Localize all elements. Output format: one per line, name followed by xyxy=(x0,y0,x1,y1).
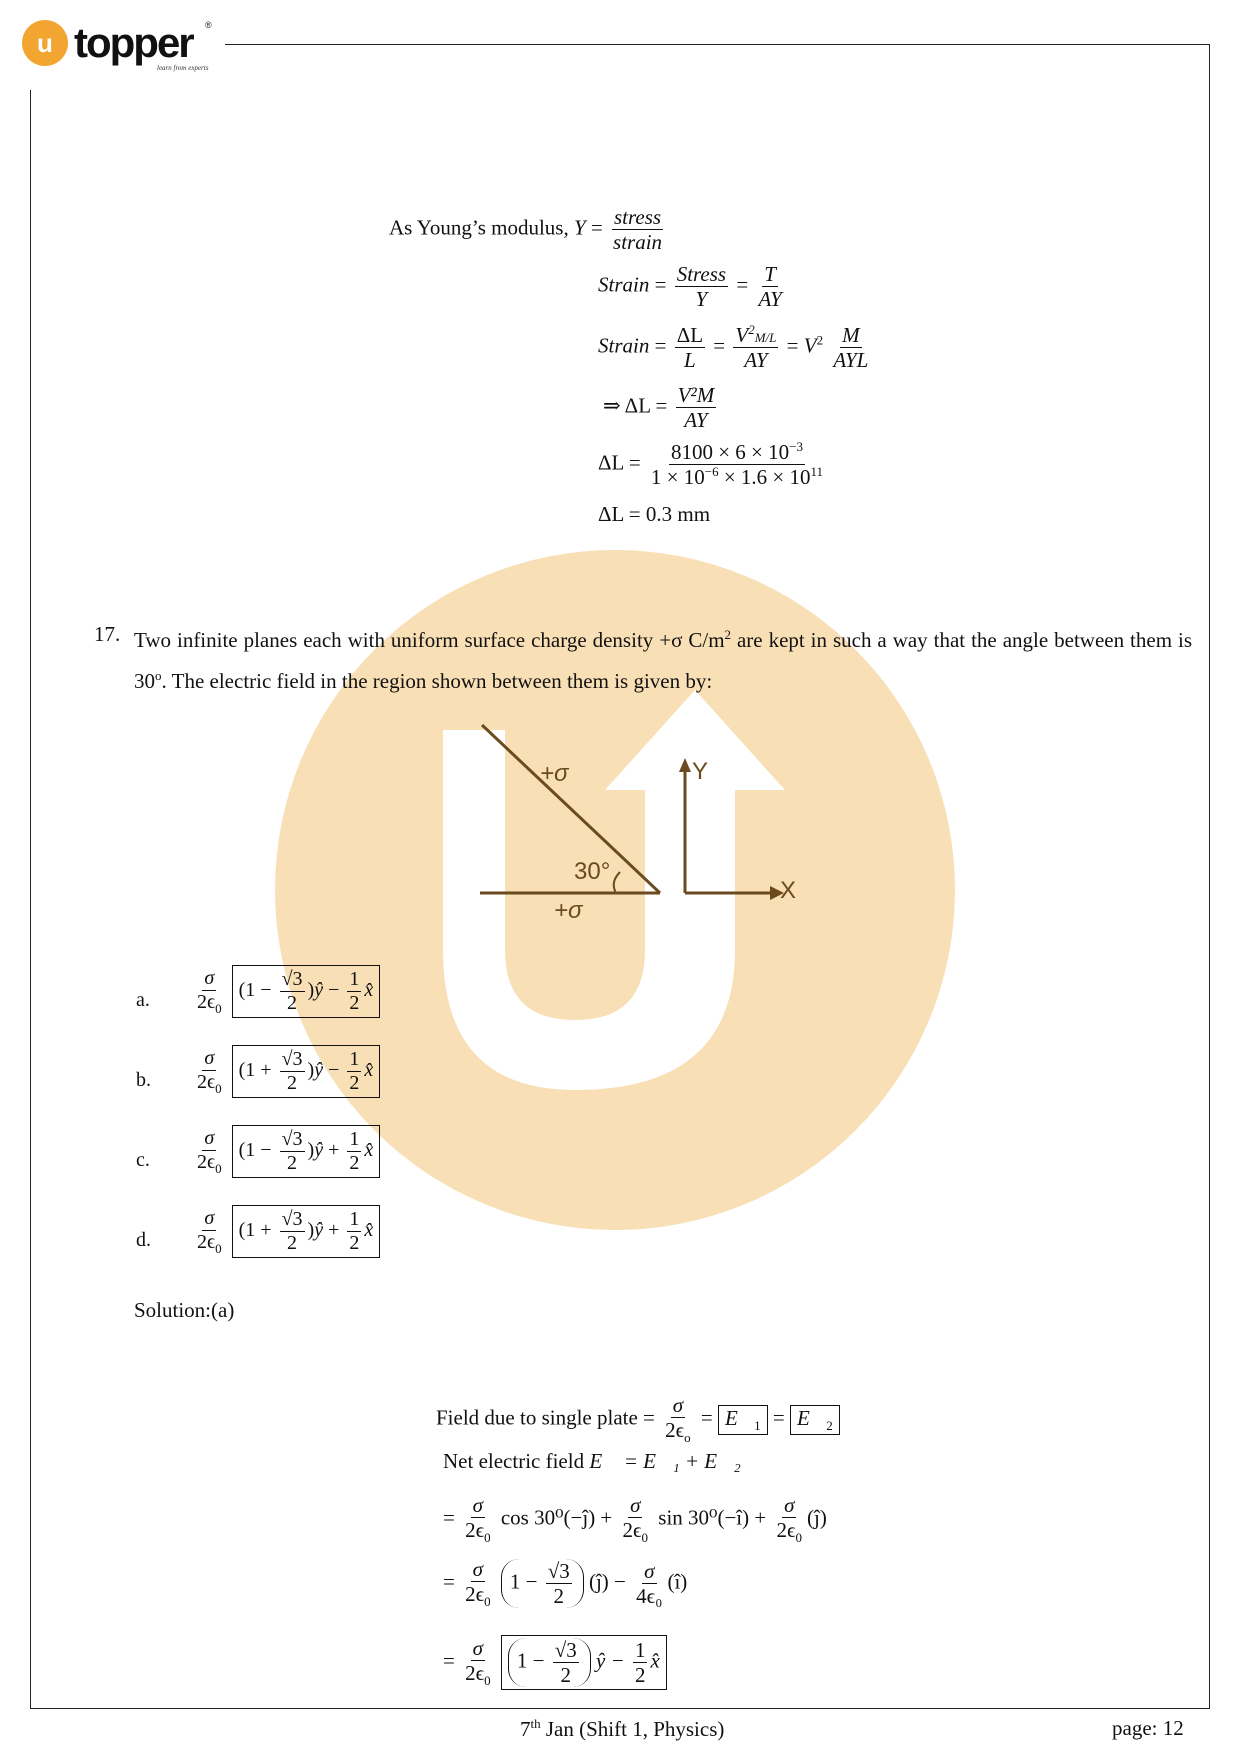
young-lhs: Y xyxy=(573,215,586,240)
logo-wordmark: topper xyxy=(74,19,193,66)
delta-l-eq: ⇒ ΔL = $\frac{\text{V²M}}{AY}$ xyxy=(603,383,715,433)
question-number: 17. xyxy=(94,622,121,646)
solution-line-4: = $\frac{\sigma}{2\epsilon_0}$ 1 − $\frac{√3}{2}$ (ĵ) − $\frac{\sigma}{\text{4ϵ₀}}$ (î) xyxy=(443,1557,688,1610)
solution-line-1: Field due to single plate = $\frac{\sigma}{2\epsilon_o}$ = $E⃗_1$ = $E⃗_2$ xyxy=(436,1393,840,1446)
solution-line-5: = $\frac{\sigma}{2\epsilon_0}$ 1 − $\frac{√3}{2}$ ŷ − $\frac{1}{2}$ x̂ xyxy=(443,1635,667,1690)
label-plus-sigma-top: +σ xyxy=(540,760,569,787)
options-list: a. $\frac{\sigma}{2\epsilon_0}$ (1 − $\frac{√3}{2}$ )ŷ − $\frac{1}{2}$ x̂ b. $\frac{\sigma}{2\epsilon_0}$ (1 + $\frac{√3}{2}$ )ŷ − $\frac{1}{2}$ x̂ c. $\frac{\sigma}{2\epsilon_0}$ (1 − $\frac{√3}{2}$ )ŷ + $\frac{1}{2}$ x̂ d. $\frac{\sigma}{2\epsilon_0}$ (1 + $\frac{√3}{2}$ )ŷ + $\frac{1}{2}$ x̂ xyxy=(136,965,476,1295)
label-axis-y: Y xyxy=(692,758,709,785)
footer-title: 7th Jan (Shift 1, Physics) xyxy=(520,1716,725,1741)
delta-l-result: ΔL = 0.3 mm xyxy=(598,502,711,526)
inclined-plane xyxy=(482,725,660,893)
angle-arc xyxy=(614,872,620,893)
solution-line-3: = $\frac{\sigma}{2\epsilon_0}$ cos 30⁰(−ĵ) + $\frac{\sigma}{2\epsilon_0}$ sin 30⁰(−î) + $\frac{\sigma}{2\epsilon_0}$ (ĵ) xyxy=(443,1493,827,1546)
label-plus-sigma-bottom: +σ xyxy=(554,897,583,924)
logo-tagline: learn from experts xyxy=(157,64,209,72)
solution-label: Solution:(a) xyxy=(134,1298,235,1322)
young-modulus-eq: As Young’s modulus, Y = $\frac{\text{stress}}{\text{strain}}$ xyxy=(389,205,663,255)
planes-figure xyxy=(470,720,810,940)
delta-l-calc: ΔL = $\frac{8100 \times 6 \times 10^{-3}}{1 \times 10^{-6} \times 1.6 \times 10^{11}}$ xyxy=(598,439,824,490)
question-text: Two infinite planes each with uniform surface charge density +σ $C/m^2$ are kept in such a way that the angle between them is 30$^o$. The electric field in the region shown between them is given by: xyxy=(134,627,1192,693)
logo-u-icon: u xyxy=(22,20,68,66)
young-frac: $\frac{\text{stress}}{\text{strain}}$ xyxy=(613,205,663,255)
label-angle: 30° xyxy=(574,858,611,885)
solution-line-2: Net electric field E⃗ = E⃗₁ + E⃗₂ xyxy=(443,1449,741,1473)
strain-eq-1: Strain = $\frac{\text{Stress}}{Y}$ = $\frac{T}{AY}$ xyxy=(598,262,782,312)
logo-registered: ® xyxy=(205,20,212,30)
footer-page-number: page: 12 xyxy=(1112,1716,1184,1740)
label-axis-x: X xyxy=(780,877,797,904)
question-17 xyxy=(94,617,1192,699)
y-axis-arrow xyxy=(679,758,691,772)
young-label: As Young’s modulus, xyxy=(389,215,569,240)
strain-eq-2: Strain = $\frac{\Delta L}{L}$ = $\frac{V^2M/L}{AY}$ = $V^2$ $\frac{M}{\text{AYL}}$ xyxy=(598,322,869,373)
